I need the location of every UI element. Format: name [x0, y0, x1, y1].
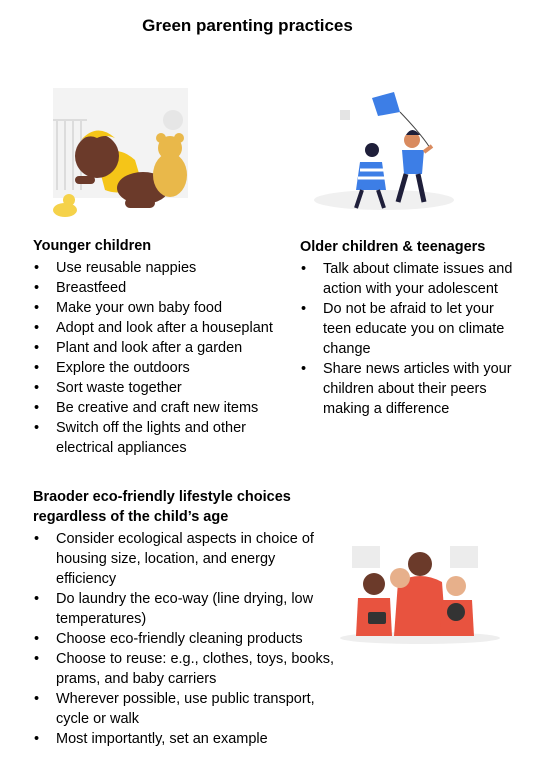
- list-item: • Most importantly, set an example: [33, 729, 338, 749]
- list-item: • Consider ecological aspects in choice of housing size, location, and energy efficiency: [33, 529, 338, 589]
- list-item: • Talk about climate issues and action with your adolescent: [300, 259, 525, 299]
- list-item: • Do laundry the eco-way (line drying, low temperatures): [33, 589, 338, 629]
- broader-choices-section: [33, 487, 338, 749]
- list-item: • Choose eco-friendly cleaning products: [33, 629, 338, 649]
- list-item: • Wherever possible, use public transport, cycle or walk: [33, 689, 338, 729]
- list-item: • Adopt and look after a houseplant: [33, 318, 283, 338]
- list-item: • Plant and look after a garden: [33, 338, 283, 358]
- broader-list: [33, 529, 338, 749]
- older-children-section: [300, 237, 525, 419]
- family-hug-illustration: [338, 540, 503, 645]
- list-item: • Share news articles with your children about their peers making a difference: [300, 359, 525, 419]
- baby-crawling-illustration: [45, 80, 195, 225]
- list-item: • Use reusable nappies: [33, 258, 283, 278]
- list-item: • Choose to reuse: e.g., clothes, toys, books, prams, and baby carriers: [33, 649, 338, 689]
- page-title: Green parenting practices: [142, 16, 353, 35]
- list-item: • Be creative and craft new items: [33, 398, 283, 418]
- younger-heading: Younger children: [33, 238, 152, 254]
- list-item: • Explore the outdoors: [33, 358, 283, 378]
- list-item: • Make your own baby food: [33, 298, 283, 318]
- list-item: • Breastfeed: [33, 278, 283, 298]
- older-heading: Older children & teenagers: [300, 239, 486, 255]
- list-item: • Do not be afraid to let your teen educate you on climate change: [300, 299, 525, 359]
- younger-list: [33, 258, 283, 458]
- younger-children-section: [33, 236, 283, 458]
- broader-heading: Braoder eco-friendly lifestyle choices regardless of the child’s age: [33, 489, 291, 525]
- older-list: [300, 259, 525, 419]
- list-item: • Switch off the lights and other electrical appliances: [33, 418, 283, 458]
- kite-children-illustration: [312, 90, 457, 220]
- list-item: • Sort waste together: [33, 378, 283, 398]
